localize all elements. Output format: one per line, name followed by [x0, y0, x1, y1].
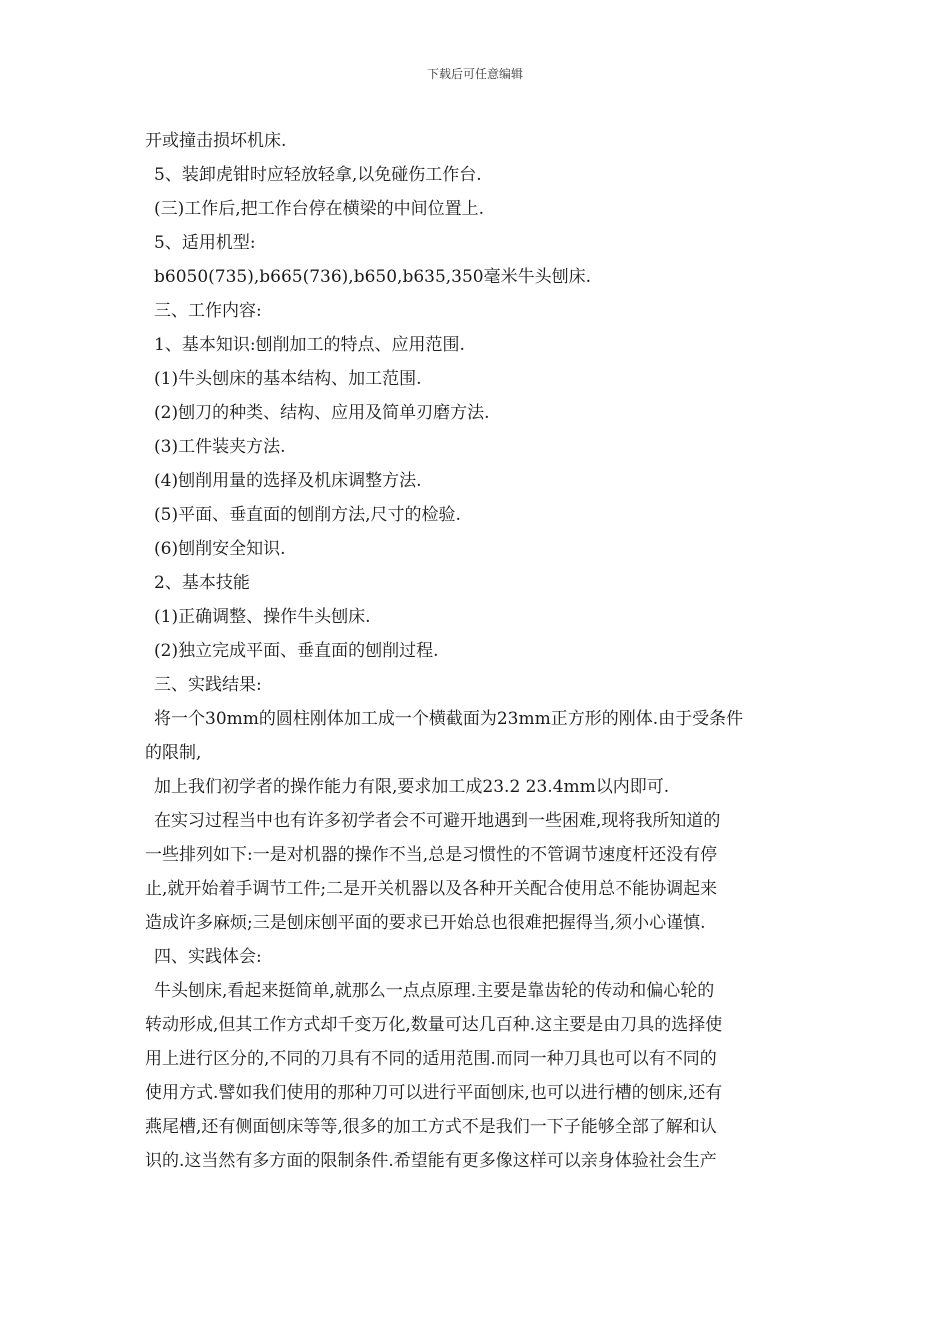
text-line: 识的.这当然有多方面的限制条件.希望能有更多像这样可以亲身体验社会生产 — [145, 1151, 717, 1171]
section-heading: 三、工作内容: — [154, 301, 262, 321]
list-item: (2)刨刀的种类、结构、应用及简单刃磨方法. — [154, 403, 490, 423]
text-line: 燕尾槽,还有侧面刨床等等,很多的加工方式不是我们一下子能够全部了解和认 — [145, 1117, 717, 1137]
section-heading: 四、实践体会: — [154, 947, 262, 967]
text-line: 使用方式.譬如我们使用的那种刀可以进行平面刨床,也可以进行槽的刨床,还有 — [145, 1083, 723, 1103]
text-line: 在实习过程当中也有许多初学者会不可避开地遇到一些困难,现将我所知道的 — [154, 811, 721, 831]
text-line: 1、基本知识:刨削加工的特点、应用范围. — [154, 335, 465, 355]
text-line: 转动形成,但其工作方式却千变万化,数量可达几百种.这主要是由刀具的选择使 — [145, 1015, 723, 1035]
text-line: 牛头刨床,看起来挺简单,就那么一点点原理.主要是靠齿轮的传动和偏心轮的 — [154, 981, 715, 1001]
text-line: 造成许多麻烦;三是刨床刨平面的要求已开始总也很难把握得当,须小心谨慎. — [145, 913, 706, 933]
text-line: 一些排列如下:一是对机器的操作不当,总是习惯性的不管调节速度杆还没有停 — [145, 845, 718, 865]
document-body — [145, 124, 817, 1178]
text-line: 开或撞击损坏机床. — [145, 131, 287, 151]
text-line: 的限制, — [145, 743, 202, 763]
text-line: 用上进行区分的,不同的刀具有不同的适用范围.而同一种刀具也可以有不同的 — [145, 1049, 717, 1069]
text-line: 5、装卸虎钳时应轻放轻拿,以免碰伤工作台. — [154, 165, 482, 185]
text-line: 止,就开始着手调节工件;二是开关机器以及各种开关配合使用总不能协调起来 — [145, 879, 718, 899]
list-item: (2)独立完成平面、垂直面的刨削过程. — [154, 641, 439, 661]
list-item: (3)工件装夹方法. — [154, 437, 286, 457]
list-item: (4)刨削用量的选择及机床调整方法. — [154, 471, 422, 491]
list-item: (1)正确调整、操作牛头刨床. — [154, 607, 371, 627]
text-line: (三)工作后,把工作台停在横梁的中间位置上. — [154, 199, 485, 219]
page-header: 下载后可任意编辑 — [426, 67, 523, 81]
text-line: 2、基本技能 — [154, 573, 250, 593]
text-line: 将一个30mm的圆柱刚体加工成一个横截面为23mm正方形的刚体.由于受条件 — [154, 709, 744, 729]
text-line: 加上我们初学者的操作能力有限,要求加工成23.2 23.4mm以内即可. — [154, 777, 670, 797]
list-item: (6)刨削安全知识. — [154, 539, 286, 559]
list-item: (1)牛头刨床的基本结构、加工范围. — [154, 369, 422, 389]
text-line: 5、适用机型: — [154, 233, 256, 253]
list-item: (5)平面、垂直面的刨削方法,尺寸的检验. — [154, 505, 461, 525]
text-line: b6050(735),b665(736),b650,b635,350毫米牛头刨床. — [154, 267, 592, 287]
section-heading: 三、实践结果: — [154, 675, 262, 695]
